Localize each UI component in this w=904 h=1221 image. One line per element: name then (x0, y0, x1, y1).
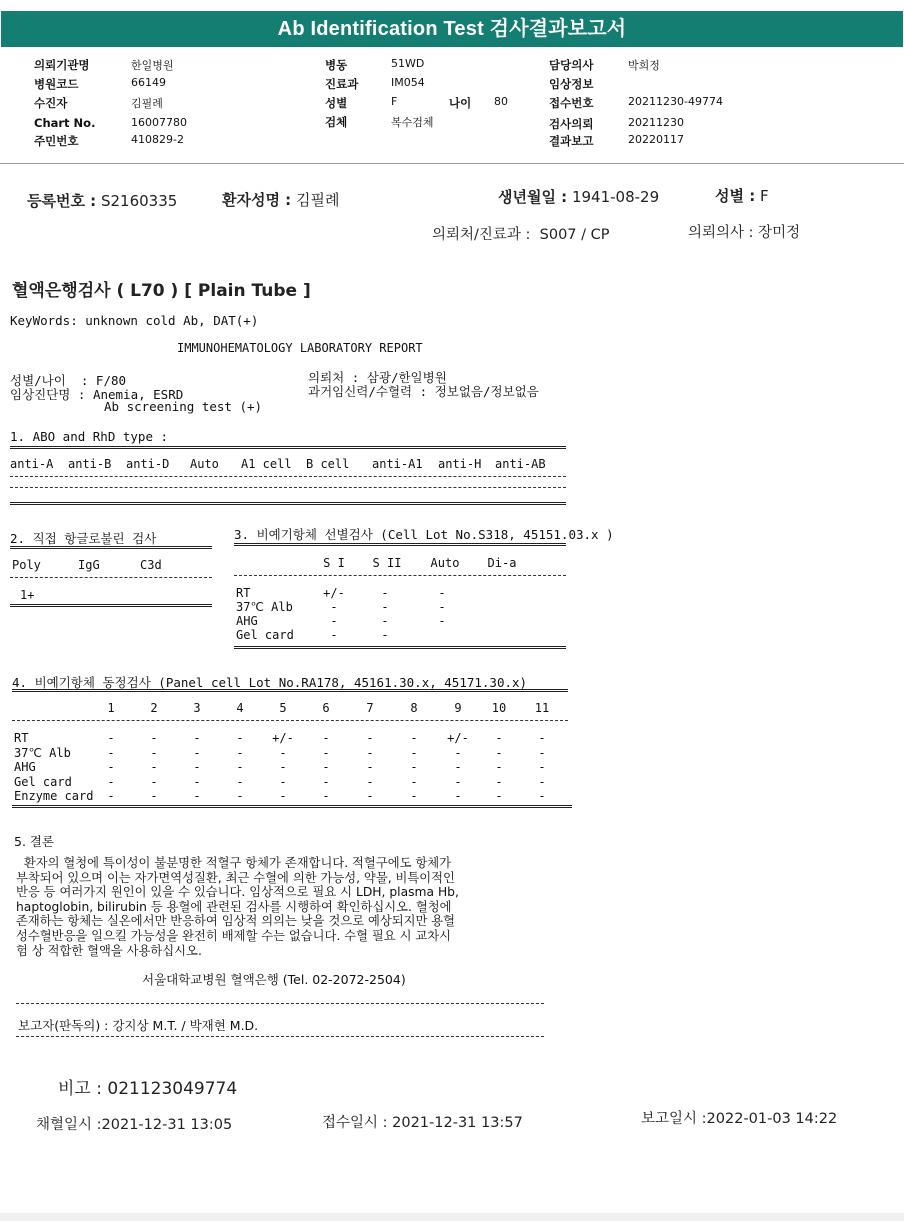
bottom-strip (0, 1213, 904, 1221)
header-value: 김필례 (131, 97, 163, 110)
header-value: 16007780 (131, 116, 187, 129)
collect-time: 채혈일시 :2021-12-31 13:05 (36, 1117, 233, 1133)
cell: - (236, 760, 244, 775)
remark: 비고 : 021123049774 (58, 1079, 238, 1099)
header-value: 20220117 (628, 133, 684, 146)
cell: - (438, 614, 446, 628)
header-divider (0, 163, 904, 164)
cell: - (193, 745, 201, 760)
cell: - (495, 774, 503, 789)
dat-value: 1+ (20, 588, 35, 602)
age-label: 나이 (449, 96, 472, 110)
cell: - (150, 789, 158, 804)
header-value: 20211230-49774 (628, 95, 723, 108)
receive-time: 접수일시 : 2021-12-31 13:57 (322, 1115, 523, 1131)
rule (16, 1003, 544, 1004)
header-label: 임상정보 (549, 77, 594, 91)
conclusion-line: 반응 등 여러가지 원인이 있을 수 있습니다. 임상적으로 필요 시 LDH, plasma Hb, (16, 885, 459, 900)
cell: - (410, 745, 418, 760)
cell: - (107, 789, 115, 804)
history-info: 과거임신력/수혈력 : 정보없음/정보없음 (308, 384, 539, 399)
cell: - (410, 774, 418, 789)
cell: - (330, 628, 338, 642)
screen-col: S I (323, 556, 345, 570)
rule (10, 446, 566, 449)
row-label: RT (236, 586, 251, 600)
cell: +/- (447, 731, 469, 745)
header-value: 51WD (391, 57, 425, 70)
cell: - (381, 586, 389, 600)
panel-row (14, 731, 570, 745)
abo-header-row (10, 457, 570, 473)
header-label: 의뢰기관명 (34, 58, 90, 72)
rule (10, 502, 566, 505)
dat-col: Poly (12, 558, 41, 572)
keywords: KeyWords: unknown cold Ab, DAT(+) (10, 313, 259, 328)
row-label: Enzyme card (14, 789, 94, 804)
section4-title: 4. 비예기항체 동정검사 (Panel cell Lot No.RA178, 45161.30.x, 45171.30.x) (12, 675, 528, 690)
screen-col: Di-a (487, 556, 517, 570)
header-label: 병동 (325, 58, 348, 72)
age-value: 80 (494, 95, 508, 108)
cell: - (193, 774, 201, 789)
cell: - (495, 789, 503, 804)
rule (10, 546, 212, 549)
dat-col: C3d (140, 558, 162, 572)
cell: - (150, 745, 158, 760)
abo-col: A1 cell (241, 457, 292, 471)
rule (10, 604, 212, 607)
panel-row (14, 789, 570, 803)
rule (12, 689, 568, 692)
panel-body (14, 731, 570, 805)
sex-age: 성별/나이 : F/80 (10, 373, 127, 388)
cell: - (193, 789, 201, 804)
cell: - (438, 586, 446, 600)
cell: - (330, 614, 338, 628)
cell: - (107, 745, 115, 760)
screen-col: Auto (430, 556, 460, 570)
cell: - (454, 789, 462, 804)
header-label: 검사의뢰 (549, 117, 594, 131)
header-label: 결과보고 (549, 134, 594, 148)
doctor-value: 장미정 (758, 225, 801, 241)
cell: - (538, 774, 546, 789)
name-label: 환자성명 : (222, 191, 292, 209)
dept-value: S007 / CP (539, 227, 610, 243)
cell: - (279, 760, 287, 775)
report-title: IMMUNOHEMATOLOGY LABORATORY REPORT (177, 341, 423, 355)
test-title: 혈액은행검사 ( L70 ) [ Plain Tube ] (12, 281, 311, 301)
screen-row (236, 628, 566, 642)
header-label: 담당의사 (549, 58, 594, 72)
row-label: 37℃ Alb (236, 600, 293, 614)
panel-col: 1 (107, 701, 115, 715)
rule (10, 487, 566, 488)
panel-col: 5 (279, 701, 287, 715)
header-label: 접수번호 (549, 96, 594, 110)
dat-col: IgG (78, 558, 100, 572)
cell: - (150, 774, 158, 789)
section3-title: 3. 비예기항체 선별검사 (Cell Lot No.S318, 45151.03.x ) (234, 527, 614, 542)
panel-col: 4 (236, 701, 244, 715)
cell: - (366, 760, 374, 775)
rule (234, 543, 566, 546)
cell: - (438, 600, 446, 614)
header-label: 수진자 (34, 96, 68, 110)
cell: - (538, 745, 546, 760)
cell: - (538, 789, 546, 804)
rule (10, 577, 212, 578)
cell: - (193, 760, 201, 775)
panel-col: 11 (534, 701, 550, 715)
referral-dept (432, 223, 610, 244)
cell: - (495, 745, 503, 760)
referring-doctor (688, 221, 800, 242)
cell: +/- (272, 731, 294, 745)
header-value: 복수검체 (391, 116, 434, 129)
header-info (0, 57, 904, 157)
doctor-label: 의뢰의사 : (688, 225, 754, 241)
header-label: Chart No. (34, 116, 96, 130)
panel-col: 3 (193, 701, 201, 715)
cell: - (330, 600, 338, 614)
registration-number (27, 190, 177, 211)
patient-name (222, 189, 339, 210)
header-label: 성별 (325, 96, 348, 110)
conclusion-line: 험 상 적합한 혈액을 사용하십시오. (16, 943, 202, 958)
cell: - (150, 731, 158, 745)
lab-name: 서울대학교병원 혈액은행 (Tel. 02-2072-2504) (142, 972, 406, 987)
cell: - (322, 760, 330, 775)
panel-col: 10 (491, 701, 507, 715)
sex-label: 성별 : (715, 187, 756, 205)
rule (234, 646, 566, 649)
dept-label: 의뢰처/진료과 : (432, 227, 531, 243)
screen-row (236, 586, 566, 600)
cell: - (381, 600, 389, 614)
header-value: 66149 (131, 76, 166, 89)
cell: - (366, 789, 374, 804)
conclusion-line: 존재하는 항체는 실온에서만 반응하여 임상적 의의는 낮을 것으로 예상되지만 용혈 (16, 914, 456, 929)
cell: - (538, 731, 546, 745)
abo-col: B cell (306, 457, 350, 471)
cell: - (322, 745, 330, 760)
cell: - (236, 731, 244, 745)
cell: - (454, 760, 462, 775)
reg-value: S2160335 (100, 192, 178, 210)
abo-col: anti-AB (495, 457, 546, 471)
row-label: 37℃ Alb (14, 745, 71, 760)
rule (12, 805, 572, 808)
dat-header-row (12, 558, 212, 574)
screen-header-row (234, 556, 566, 572)
cell: - (495, 731, 503, 745)
cell: - (366, 731, 374, 745)
cell: - (107, 760, 115, 775)
name-value: 김필례 (295, 191, 340, 209)
panel-col: 8 (410, 701, 418, 715)
reporter: 보고자(판독의) : 강지상 M.T. / 박재현 M.D. (18, 1018, 259, 1033)
conclusion-line: 환자의 혈청에 특이성이 불분명한 적혈구 항체가 존재합니다. 적혈구에도 항체가 (16, 856, 451, 870)
panel-header-row (12, 701, 568, 717)
panel-col: 6 (322, 701, 330, 715)
cell: - (322, 774, 330, 789)
sex-value: F (759, 187, 769, 205)
header-label: 병원코드 (34, 77, 79, 91)
cell: - (495, 760, 503, 775)
referral-info: 의뢰처 : 삼광/한일병원 (308, 370, 447, 385)
cell: - (236, 774, 244, 789)
cell: - (236, 789, 244, 804)
screen-row (236, 614, 566, 628)
cell: - (410, 760, 418, 775)
header-value: 20211230 (628, 116, 684, 129)
report-banner: Ab Identification Test 검사결과보고서 (1, 11, 903, 47)
abo-col: Auto (190, 457, 219, 471)
abo-col: anti-A1 (372, 457, 423, 471)
rule (10, 476, 566, 477)
header-label: 진료과 (325, 77, 359, 91)
panel-col: 2 (150, 701, 158, 715)
reg-label: 등록번호 : (27, 192, 97, 210)
screen-row (236, 600, 566, 614)
row-label: AHG (236, 614, 258, 628)
rule (16, 1036, 544, 1037)
rule (234, 575, 566, 576)
abo-col: anti-A (10, 457, 54, 471)
cell: - (107, 731, 115, 745)
panel-row (14, 746, 570, 760)
cell: - (150, 760, 158, 775)
cell: - (366, 774, 374, 789)
row-label: Gel card (14, 774, 72, 789)
row-label: Gel card (236, 628, 294, 642)
patient-sex (715, 185, 769, 206)
cell: - (322, 731, 330, 745)
cell: - (279, 774, 287, 789)
row-label: RT (14, 731, 29, 745)
cell: - (107, 774, 115, 789)
cell: - (454, 774, 462, 789)
cell: - (322, 789, 330, 804)
section2-title: 2. 직접 항글로불린 검사 (10, 531, 157, 546)
header-value: 박희정 (628, 59, 660, 72)
header-value: F (391, 95, 398, 108)
rule (12, 720, 568, 721)
conclusion-line: 성수혈반응을 일으킬 가능성을 완전히 배제할 수는 없습니다. 수혈 필요 시 교차시 (16, 928, 451, 943)
cell: - (193, 731, 201, 745)
cell: - (454, 745, 462, 760)
screen-body (236, 586, 566, 646)
row-label: AHG (14, 760, 36, 775)
header-label: 검체 (325, 115, 348, 129)
header-value: 410829-2 (131, 133, 184, 146)
cell: - (410, 731, 418, 745)
panel-row (14, 760, 570, 774)
header-value: 한일병원 (131, 59, 174, 72)
report-time: 보고일시 :2022-01-03 14:22 (641, 1111, 838, 1127)
conclusion-line: haptoglobin, bilirubin 등 용혈에 관련된 검사를 시행하여 확인하십시오. 혈청에 (16, 899, 452, 914)
dob-label: 생년월일 : (498, 188, 568, 206)
cell: +/- (323, 586, 345, 600)
dat-value-row (20, 588, 210, 604)
cell: - (538, 760, 546, 775)
header-value: IM054 (391, 76, 425, 89)
cell: - (279, 789, 287, 804)
conclusion-line: 부착되어 있으며 이는 자가면역성질환, 최근 수혈에 의한 가능성, 약물, 비특이적인 (16, 870, 455, 885)
birth-date (498, 186, 659, 207)
abo-col: anti-D (126, 457, 170, 471)
screen-col: S II (372, 556, 402, 570)
cell: - (236, 745, 244, 760)
clinical-diagnosis: 임상진단명 : Anemia, ESRD (10, 387, 184, 402)
cell: - (381, 628, 389, 642)
cell: - (381, 614, 389, 628)
abo-col: anti-H (438, 457, 482, 471)
panel-col: 9 (454, 701, 462, 715)
cell: - (410, 789, 418, 804)
panel-row (14, 775, 570, 789)
section5-title: 5. 결론 (14, 834, 55, 849)
section1-title: 1. ABO and RhD type : (10, 429, 169, 444)
cell: - (366, 745, 374, 760)
conclusion-text (16, 856, 586, 958)
abo-col: anti-B (68, 457, 112, 471)
header-label: 주민번호 (34, 134, 79, 148)
panel-col: 7 (366, 701, 374, 715)
dob-value: 1941-08-29 (571, 188, 660, 206)
clinical-diagnosis-2: Ab screening test (+) (104, 399, 263, 414)
cell: - (279, 745, 287, 760)
